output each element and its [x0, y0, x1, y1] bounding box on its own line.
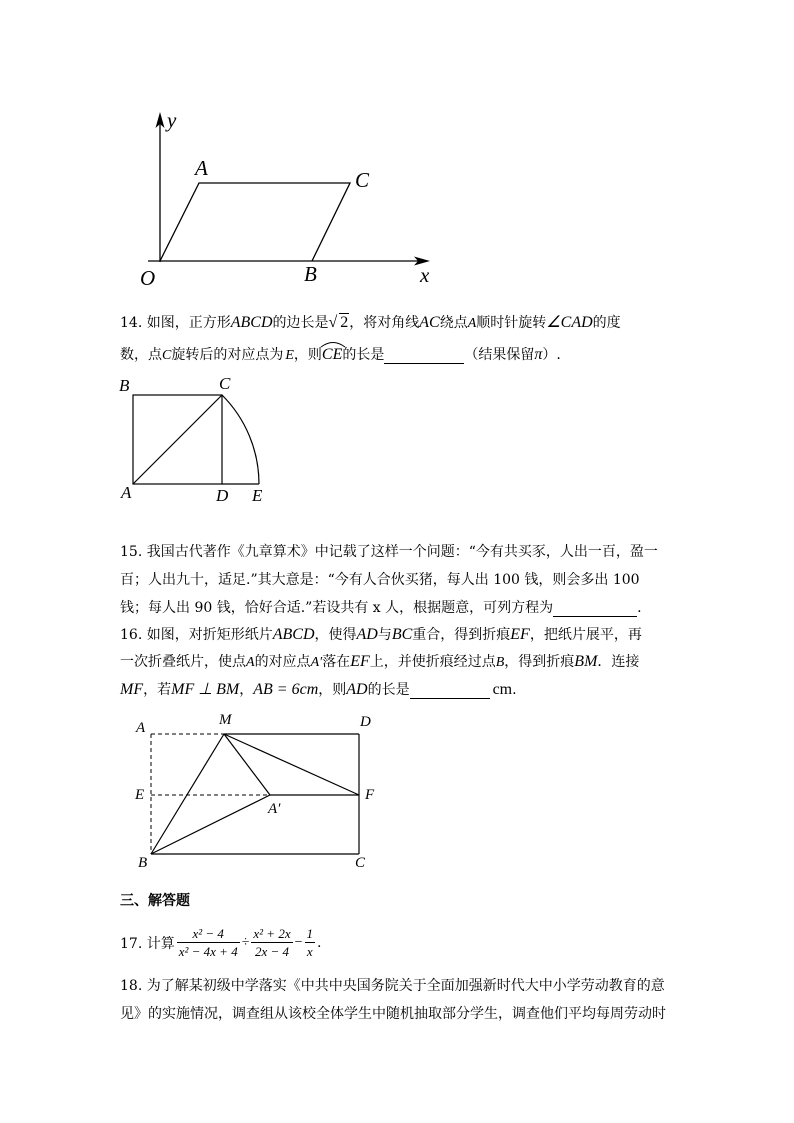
sqrt-value: 2 [340, 314, 349, 331]
label-a: A [121, 483, 132, 502]
math-ac: AC [419, 314, 440, 331]
label-f: F [365, 787, 375, 803]
text: 钱；每人出 90 钱，恰好合适.”若设共有 x 人，根据题意，可列方程为 [120, 600, 554, 616]
math-ab-eq: AB = 6cm [253, 681, 319, 698]
math-c: C [162, 348, 172, 363]
fraction-1-numerator: x² − 4 [177, 925, 240, 943]
divide-sign: ÷ [241, 934, 250, 950]
math-ef: EF [350, 653, 370, 670]
math-ef: EF [510, 626, 530, 643]
question-number: 14. [120, 315, 143, 331]
minus-sign: − [294, 934, 303, 950]
text: 数，点 [120, 347, 162, 363]
math-bm: BM [574, 653, 598, 670]
q18-line1: 18. 为了解某初级中学落实《中共中央国务院关于全面加强新时代大中小学劳动教育的意 [120, 978, 665, 994]
label-m: M [219, 712, 232, 728]
arc-label: CE [321, 346, 343, 363]
math-angle-cad: ∠CAD [546, 314, 593, 331]
math-abcd: ABCD [230, 314, 273, 331]
fraction-3-denominator: x [306, 944, 313, 959]
label-e: E [252, 486, 263, 505]
text: ，把纸片展平，再 [529, 627, 642, 643]
point-b-label: B [304, 262, 317, 286]
label-c: C [355, 855, 366, 871]
segment-ma-prime [224, 734, 270, 795]
q15-line2: 百；人出九十，适足.”其大意是：“今有人合伙买猪，每人出 100 钱，则会多出 100 [120, 572, 640, 588]
text: ， [239, 682, 254, 698]
text: . [637, 600, 642, 616]
text: ，则 [293, 347, 322, 363]
unit-cm: cm [492, 681, 513, 698]
q15-line1: 15. 我国古代著作《九章算术》中记载了这样一个问题：“今有共买豕，人出一百，盈一 [120, 544, 658, 560]
text: 如图，正方形 [146, 315, 231, 331]
fraction-2-denominator: 2x − 4 [254, 944, 290, 959]
math-ad: AD [346, 681, 368, 698]
text: ．连接 [597, 654, 640, 670]
text: 的边长是 [272, 315, 329, 331]
text: ，将对角线 [349, 315, 420, 331]
text: 顺时针旋转 [476, 315, 547, 331]
text: 一次折叠纸片，使点 [120, 654, 246, 670]
fraction-1 [177, 925, 240, 960]
q17-line [120, 925, 321, 960]
text: 的度 [592, 315, 621, 331]
math-e: E [285, 348, 294, 363]
math-bc: BC [391, 626, 413, 643]
math-mf: MF [120, 681, 144, 698]
label-a-prime: A′ [268, 801, 281, 817]
segment-mf [224, 734, 359, 795]
math-pi: π [534, 346, 543, 363]
math-ad: AD [356, 626, 378, 643]
fraction-1-denominator: x² − 4x + 4 [178, 944, 238, 959]
text: 的长是 [367, 682, 410, 698]
label-d: D [360, 714, 371, 730]
fraction-3-numerator: 1 [306, 926, 314, 941]
fraction-3 [305, 925, 316, 960]
q18-line2: 见》的实施情况，调查组从该校全体学生中随机抽取部分学生，调查他们平均每周劳动时 [120, 1006, 666, 1022]
text: . [512, 682, 517, 698]
text: ，使得 [314, 627, 357, 643]
label-b: B [119, 376, 130, 395]
text: . [317, 934, 322, 951]
origin-label: O [140, 266, 156, 290]
math-a-prime: A′ [310, 655, 323, 670]
text: ，则 [318, 682, 347, 698]
section-title: 三、解答题 [120, 893, 190, 909]
text: ）. [542, 347, 561, 363]
text: 绕点 [439, 315, 468, 331]
text: 落在 [322, 654, 351, 670]
math-a: A [467, 316, 477, 331]
math-b: B [495, 655, 505, 670]
label-e: E [135, 787, 145, 803]
text: 旋转后的对应点为 [171, 347, 284, 363]
fraction-2 [251, 925, 292, 960]
text: 重合，得到折痕 [412, 627, 511, 643]
text: 16. 如图，对折矩形纸片 [120, 627, 273, 643]
y-axis-label: y [167, 108, 177, 132]
math-mf-perp-bm: MF ⊥ BM [171, 681, 240, 698]
text: 与 [377, 627, 392, 643]
label-c: C [219, 374, 231, 393]
label-a: A [136, 720, 146, 736]
text: 的长是 [342, 347, 385, 363]
sqrt-expression: √ 2 [328, 314, 349, 331]
label-d: D [216, 486, 229, 505]
point-a-label: A [195, 156, 208, 180]
text: ，若 [143, 682, 172, 698]
x-axis-label: x [420, 263, 430, 287]
text: 上，并使折痕经过点 [369, 654, 496, 670]
math-abcd: ABCD [272, 626, 315, 643]
point-c-label: C [355, 168, 370, 192]
text: 的对应点 [254, 654, 311, 670]
text: （结果保留 [464, 347, 535, 363]
text: ，得到折痕 [504, 654, 575, 670]
label-b: B [138, 855, 148, 871]
fraction-2-numerator: x² + 2x [253, 926, 291, 941]
math-a: A [246, 655, 255, 670]
text: 17. 计算 [120, 935, 175, 952]
